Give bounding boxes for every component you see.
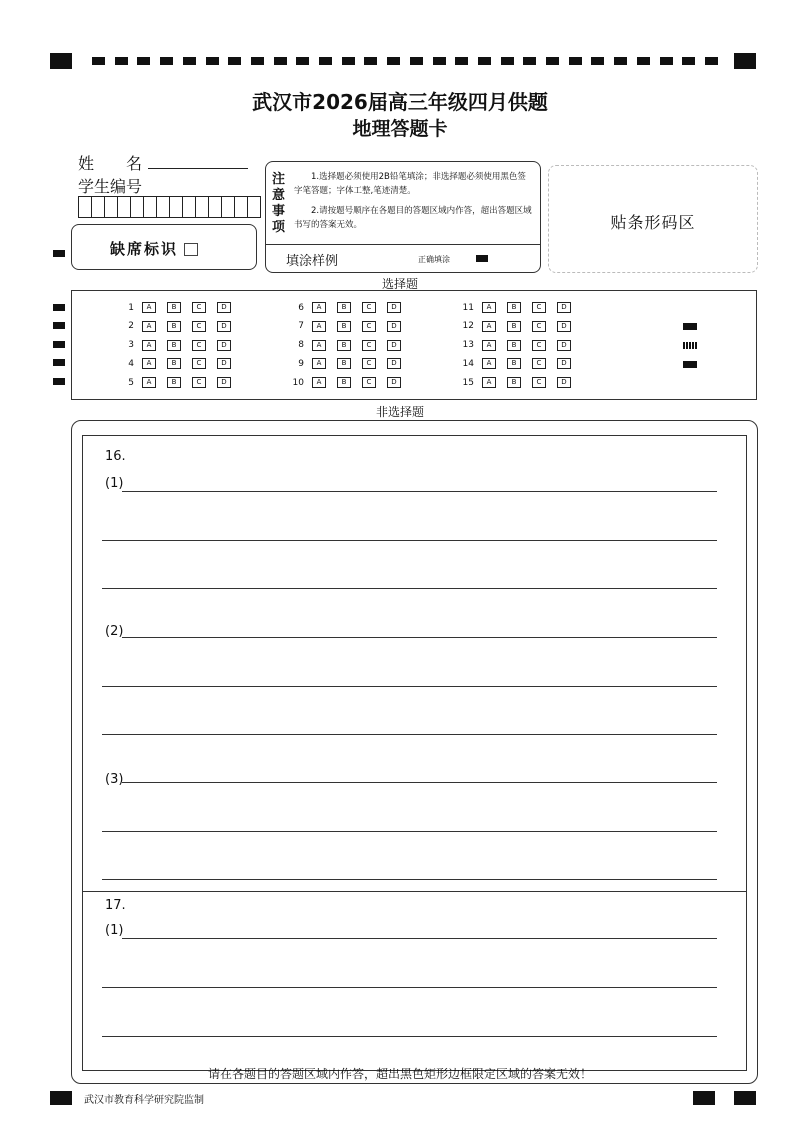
mcq-option-bubble[interactable]: B: [337, 358, 351, 369]
answer-right-border: [746, 435, 747, 1071]
notice-text: [294, 170, 534, 232]
timing-dash: [342, 57, 355, 65]
timing-dash: [296, 57, 309, 65]
mcq-option-bubble[interactable]: C: [532, 321, 546, 332]
timing-dash: [637, 57, 650, 65]
mcq-option-bubble[interactable]: B: [507, 340, 521, 351]
mcq-question-number: 12: [462, 321, 474, 332]
mcq-question-number: 6: [298, 302, 304, 313]
timing-dash: [364, 57, 377, 65]
question-16-part-2: (2): [105, 624, 124, 639]
mcq-option-bubble[interactable]: A: [312, 321, 326, 332]
mcq-question-row: [112, 321, 242, 332]
answer-line[interactable]: [122, 637, 717, 638]
correct-fill-label: 正确填涂: [418, 255, 450, 264]
mcq-question-number: 7: [298, 321, 304, 332]
mcq-option-bubble[interactable]: A: [142, 358, 156, 369]
timing-dash: [183, 57, 196, 65]
correct-fill-sample: [476, 255, 488, 262]
mcq-option-bubble[interactable]: B: [167, 377, 181, 388]
mcq-question-number: 11: [462, 302, 474, 313]
answer-line[interactable]: [102, 588, 717, 589]
mcq-option-bubble[interactable]: C: [362, 358, 376, 369]
absent-label: 缺席标识: [110, 240, 179, 258]
side-mark: [53, 359, 65, 366]
corner-mark-bottom-left: [50, 1091, 72, 1105]
mcq-option-bubble[interactable]: A: [482, 340, 496, 351]
mcq-option-bubble[interactable]: B: [337, 321, 351, 332]
answer-top-border: [82, 435, 747, 436]
mcq-option-bubble[interactable]: A: [312, 377, 326, 388]
mcq-option-bubble[interactable]: C: [192, 340, 206, 351]
footer-organization: 武汉市教育科学研究院监制: [84, 1095, 204, 1106]
barcode-area: [548, 165, 758, 273]
mcq-option-bubble[interactable]: C: [362, 340, 376, 351]
mcq-option-bubble[interactable]: A: [142, 377, 156, 388]
answer-area: [71, 420, 758, 1084]
absent-marker-box: [71, 224, 257, 270]
timing-dash: [546, 57, 559, 65]
page-title: 武汉市2026届高三年级四月供题: [252, 90, 548, 114]
student-id-label: 学生编号: [78, 177, 143, 196]
answer-left-border: [82, 435, 83, 1071]
timing-dash: [206, 57, 219, 65]
side-mark: [53, 304, 65, 311]
barcode-label: 贴条形码区: [610, 213, 696, 232]
mcq-option-bubble[interactable]: C: [192, 358, 206, 369]
mcq-option-bubble[interactable]: C: [192, 321, 206, 332]
mcq-option-bubble[interactable]: D: [557, 377, 571, 388]
mcq-option-bubble[interactable]: A: [482, 302, 496, 313]
footer-warning: 请在各题目的答题区域内作答，超出黑色矩形边框限定区域的答案无效！: [207, 1067, 592, 1081]
name-field[interactable]: [148, 168, 248, 169]
mcq-question-number: 8: [298, 340, 304, 351]
timing-dash: [228, 57, 241, 65]
timing-dash: [682, 57, 695, 65]
mcq-option-bubble[interactable]: B: [167, 302, 181, 313]
mcq-option-bubble[interactable]: D: [387, 358, 401, 369]
page-mark: [683, 361, 697, 368]
corner-mark-top-right: [734, 53, 756, 69]
mcq-option-bubble[interactable]: A: [482, 358, 496, 369]
mcq-option-bubble[interactable]: C: [192, 377, 206, 388]
mcq-option-bubble[interactable]: D: [217, 340, 231, 351]
mcq-option-bubble[interactable]: C: [362, 302, 376, 313]
timing-dash: [433, 57, 446, 65]
mcq-option-bubble[interactable]: B: [337, 340, 351, 351]
mcq-question-row: [452, 321, 582, 332]
timing-dash: [137, 57, 150, 65]
answer-line[interactable]: [102, 831, 717, 832]
mcq-option-bubble[interactable]: D: [217, 377, 231, 388]
question-16-part-3: (3): [105, 772, 124, 787]
mcq-question-number: 14: [462, 358, 474, 369]
notice-divider: [266, 244, 540, 245]
mcq-option-bubble[interactable]: B: [507, 358, 521, 369]
timing-dash: [92, 57, 105, 65]
answer-line[interactable]: [102, 540, 717, 541]
mcq-option-bubble[interactable]: C: [362, 321, 376, 332]
timing-dash: [614, 57, 627, 65]
mcq-question-row: [282, 377, 412, 388]
mcq-section-title: 选择题: [381, 277, 418, 291]
timing-dash: [387, 57, 400, 65]
mcq-option-bubble[interactable]: B: [167, 321, 181, 332]
mcq-question-row: [112, 377, 242, 388]
mcq-option-bubble[interactable]: C: [532, 358, 546, 369]
mcq-option-bubble[interactable]: D: [387, 340, 401, 351]
mcq-option-bubble[interactable]: A: [312, 302, 326, 313]
notice-item-1: 1.选择题必须使用2B铅笔填涂；非选择题必须使用黑色签字笔答题；字体工整,笔迹清楚。: [294, 172, 526, 196]
mcq-option-bubble[interactable]: A: [312, 340, 326, 351]
mcq-question-row: [112, 302, 242, 313]
mcq-option-bubble[interactable]: D: [557, 321, 571, 332]
absent-checkbox[interactable]: [184, 243, 198, 256]
side-mark: [53, 341, 65, 348]
mcq-option-bubble[interactable]: B: [167, 340, 181, 351]
mcq-option-bubble[interactable]: C: [192, 302, 206, 313]
answer-line[interactable]: [122, 491, 717, 492]
mcq-question-row: [282, 358, 412, 369]
mcq-option-bubble[interactable]: B: [507, 377, 521, 388]
mcq-question-number: 1: [128, 302, 134, 313]
timing-dash: [115, 57, 128, 65]
mcq-question-row: [452, 340, 582, 351]
mcq-option-bubble[interactable]: D: [557, 340, 571, 351]
mcq-option-bubble[interactable]: D: [557, 302, 571, 313]
mcq-option-bubble[interactable]: B: [507, 321, 521, 332]
corner-mark-bottom-right-2: [734, 1091, 756, 1105]
timing-dash: [501, 57, 514, 65]
timing-dash: [523, 57, 536, 65]
notice-panel: [265, 161, 541, 273]
mcq-question-number: 5: [128, 377, 134, 388]
timing-dash: [160, 57, 173, 65]
page-subtitle: 地理答题卡: [352, 118, 448, 140]
mcq-option-bubble[interactable]: D: [217, 302, 231, 313]
timing-dash: [410, 57, 423, 65]
answer-line[interactable]: [102, 734, 717, 735]
corner-mark-bottom-right-1: [693, 1091, 715, 1105]
mcq-option-bubble[interactable]: D: [387, 302, 401, 313]
timing-dash: [705, 57, 718, 65]
question-divider: [82, 891, 747, 892]
answer-line[interactable]: [102, 879, 717, 880]
mcq-question-row: [112, 358, 242, 369]
mcq-option-bubble[interactable]: C: [532, 377, 546, 388]
mcq-question-number: 15: [462, 377, 474, 388]
mcq-question-row: [452, 377, 582, 388]
mcq-option-bubble[interactable]: D: [557, 358, 571, 369]
question-17-part-1: (1): [105, 923, 124, 938]
answer-line[interactable]: [102, 686, 717, 687]
timing-dash: [478, 57, 491, 65]
mcq-question-row: [112, 340, 242, 351]
fill-sample-label: 填涂样例: [286, 254, 339, 269]
answer-line[interactable]: [102, 1036, 717, 1037]
mcq-option-bubble[interactable]: C: [532, 340, 546, 351]
mcq-option-bubble[interactable]: C: [532, 302, 546, 313]
answer-line[interactable]: [122, 938, 717, 939]
question-17-number: 17.: [105, 898, 126, 913]
mcq-option-bubble[interactable]: A: [482, 321, 496, 332]
question-16-number: 16.: [105, 449, 126, 464]
mcq-option-bubble[interactable]: A: [142, 340, 156, 351]
question-16-part-1: (1): [105, 476, 124, 491]
mcq-option-bubble[interactable]: D: [387, 321, 401, 332]
side-mark: [53, 322, 65, 329]
mcq-question-row: [282, 340, 412, 351]
timing-dash: [660, 57, 673, 65]
mcq-option-bubble[interactable]: B: [337, 377, 351, 388]
mcq-option-bubble[interactable]: A: [142, 321, 156, 332]
notice-heading: 注意事项: [272, 172, 286, 235]
answer-line[interactable]: [122, 782, 717, 783]
side-mark: [53, 378, 65, 385]
name-label: 姓 名: [78, 154, 143, 173]
timing-dash: [569, 57, 582, 65]
mcq-question-number: 4: [128, 358, 134, 369]
timing-dash: [251, 57, 264, 65]
timing-dash: [455, 57, 468, 65]
mcq-option-bubble[interactable]: D: [217, 358, 231, 369]
mcq-question-row: [452, 302, 582, 313]
answer-line[interactable]: [102, 987, 717, 988]
mcq-option-bubble[interactable]: A: [482, 377, 496, 388]
timing-dash: [274, 57, 287, 65]
notice-item-2: 2.请按题号顺序在各题目的答题区域内作答，超出答题区域书写的答案无效。: [294, 206, 532, 230]
free-response-section-title: 非选择题: [375, 405, 424, 419]
timing-dash: [591, 57, 604, 65]
page-mark: [683, 342, 697, 349]
mcq-option-bubble[interactable]: D: [387, 377, 401, 388]
mcq-question-number: 10: [292, 377, 304, 388]
timing-dash: [319, 57, 332, 65]
mcq-option-bubble[interactable]: A: [142, 302, 156, 313]
mcq-question-row: [452, 358, 582, 369]
mcq-option-bubble[interactable]: D: [217, 321, 231, 332]
mcq-question-number: 2: [128, 321, 134, 332]
mcq-question-number: 9: [298, 358, 304, 369]
mcq-option-bubble[interactable]: B: [167, 358, 181, 369]
corner-mark-top-left: [50, 53, 72, 69]
mcq-question-row: [282, 302, 412, 313]
side-mark: [53, 250, 65, 257]
mcq-option-bubble[interactable]: A: [312, 358, 326, 369]
student-id-boxes[interactable]: [78, 196, 261, 218]
mcq-option-bubble[interactable]: B: [507, 302, 521, 313]
mcq-question-number: 13: [462, 340, 474, 351]
mcq-question-number: 3: [128, 340, 134, 351]
page-mark: [683, 323, 697, 330]
mcq-question-row: [282, 321, 412, 332]
mcq-option-bubble[interactable]: C: [362, 377, 376, 388]
mcq-option-bubble[interactable]: B: [337, 302, 351, 313]
